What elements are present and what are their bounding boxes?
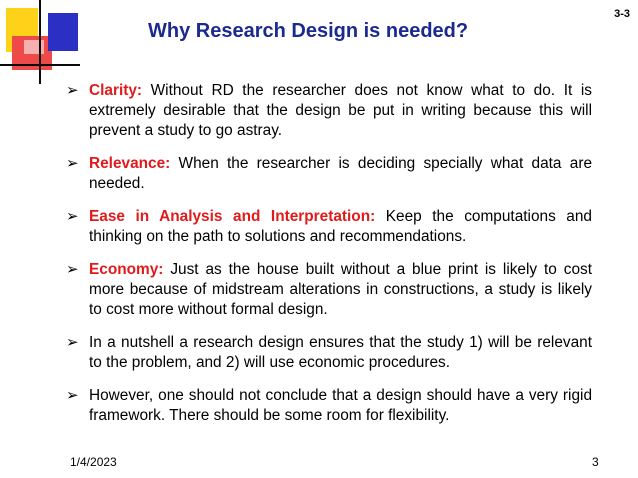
bullet-text: When the researcher is deciding specially what data are needed. bbox=[89, 155, 592, 192]
bullet-item bbox=[66, 386, 592, 426]
bullet-item bbox=[66, 333, 592, 373]
bullet-text: Without RD the researcher does not know what to do. It is extremely desirable that the design be put in writing because this will prevent a study to go astray. bbox=[89, 82, 592, 139]
bullet-text: In a nutshell a research design ensures that the study 1) will be relevant to the problem, and 2) will use economic procedures. bbox=[89, 334, 592, 371]
bullet-label: Clarity: bbox=[89, 82, 143, 99]
footer-date: 1/4/2023 bbox=[70, 455, 117, 469]
bullet-label: Ease in Analysis and Interpretation: bbox=[89, 208, 376, 225]
bullet-item bbox=[66, 260, 592, 320]
arrow-bullet-icon: ➢ bbox=[66, 82, 79, 99]
arrow-bullet-icon: ➢ bbox=[66, 334, 79, 351]
decor-blue-square bbox=[48, 13, 78, 51]
slide-title: Why Research Design is needed? bbox=[148, 20, 469, 42]
bullet-label: Relevance: bbox=[89, 155, 171, 172]
arrow-bullet-icon: ➢ bbox=[66, 261, 79, 278]
bullet-label: Economy: bbox=[89, 261, 164, 278]
bullet-text: However, one should not conclude that a design should have a very rigid framework. There should be some room for flexibility. bbox=[89, 387, 592, 424]
decor-vertical-line bbox=[39, 0, 41, 84]
bullet-item bbox=[66, 207, 592, 247]
footer-page-number: 3 bbox=[592, 455, 599, 469]
bullet-item bbox=[66, 154, 592, 194]
bullet-item bbox=[66, 81, 592, 141]
decor-pink-square bbox=[24, 40, 44, 54]
arrow-bullet-icon: ➢ bbox=[66, 155, 79, 172]
bullet-text: Just as the house built without a blue print is likely to cost more because of midstream alterations in constructions, a study is likely to cost more without formal design. bbox=[89, 261, 592, 318]
arrow-bullet-icon: ➢ bbox=[66, 208, 79, 225]
bullet-text: Keep the computations and thinking on the path to solutions and recommendations. bbox=[89, 208, 592, 245]
corner-slide-number: 3-3 bbox=[614, 8, 630, 20]
arrow-bullet-icon: ➢ bbox=[66, 387, 79, 404]
bullet-list bbox=[66, 81, 592, 439]
